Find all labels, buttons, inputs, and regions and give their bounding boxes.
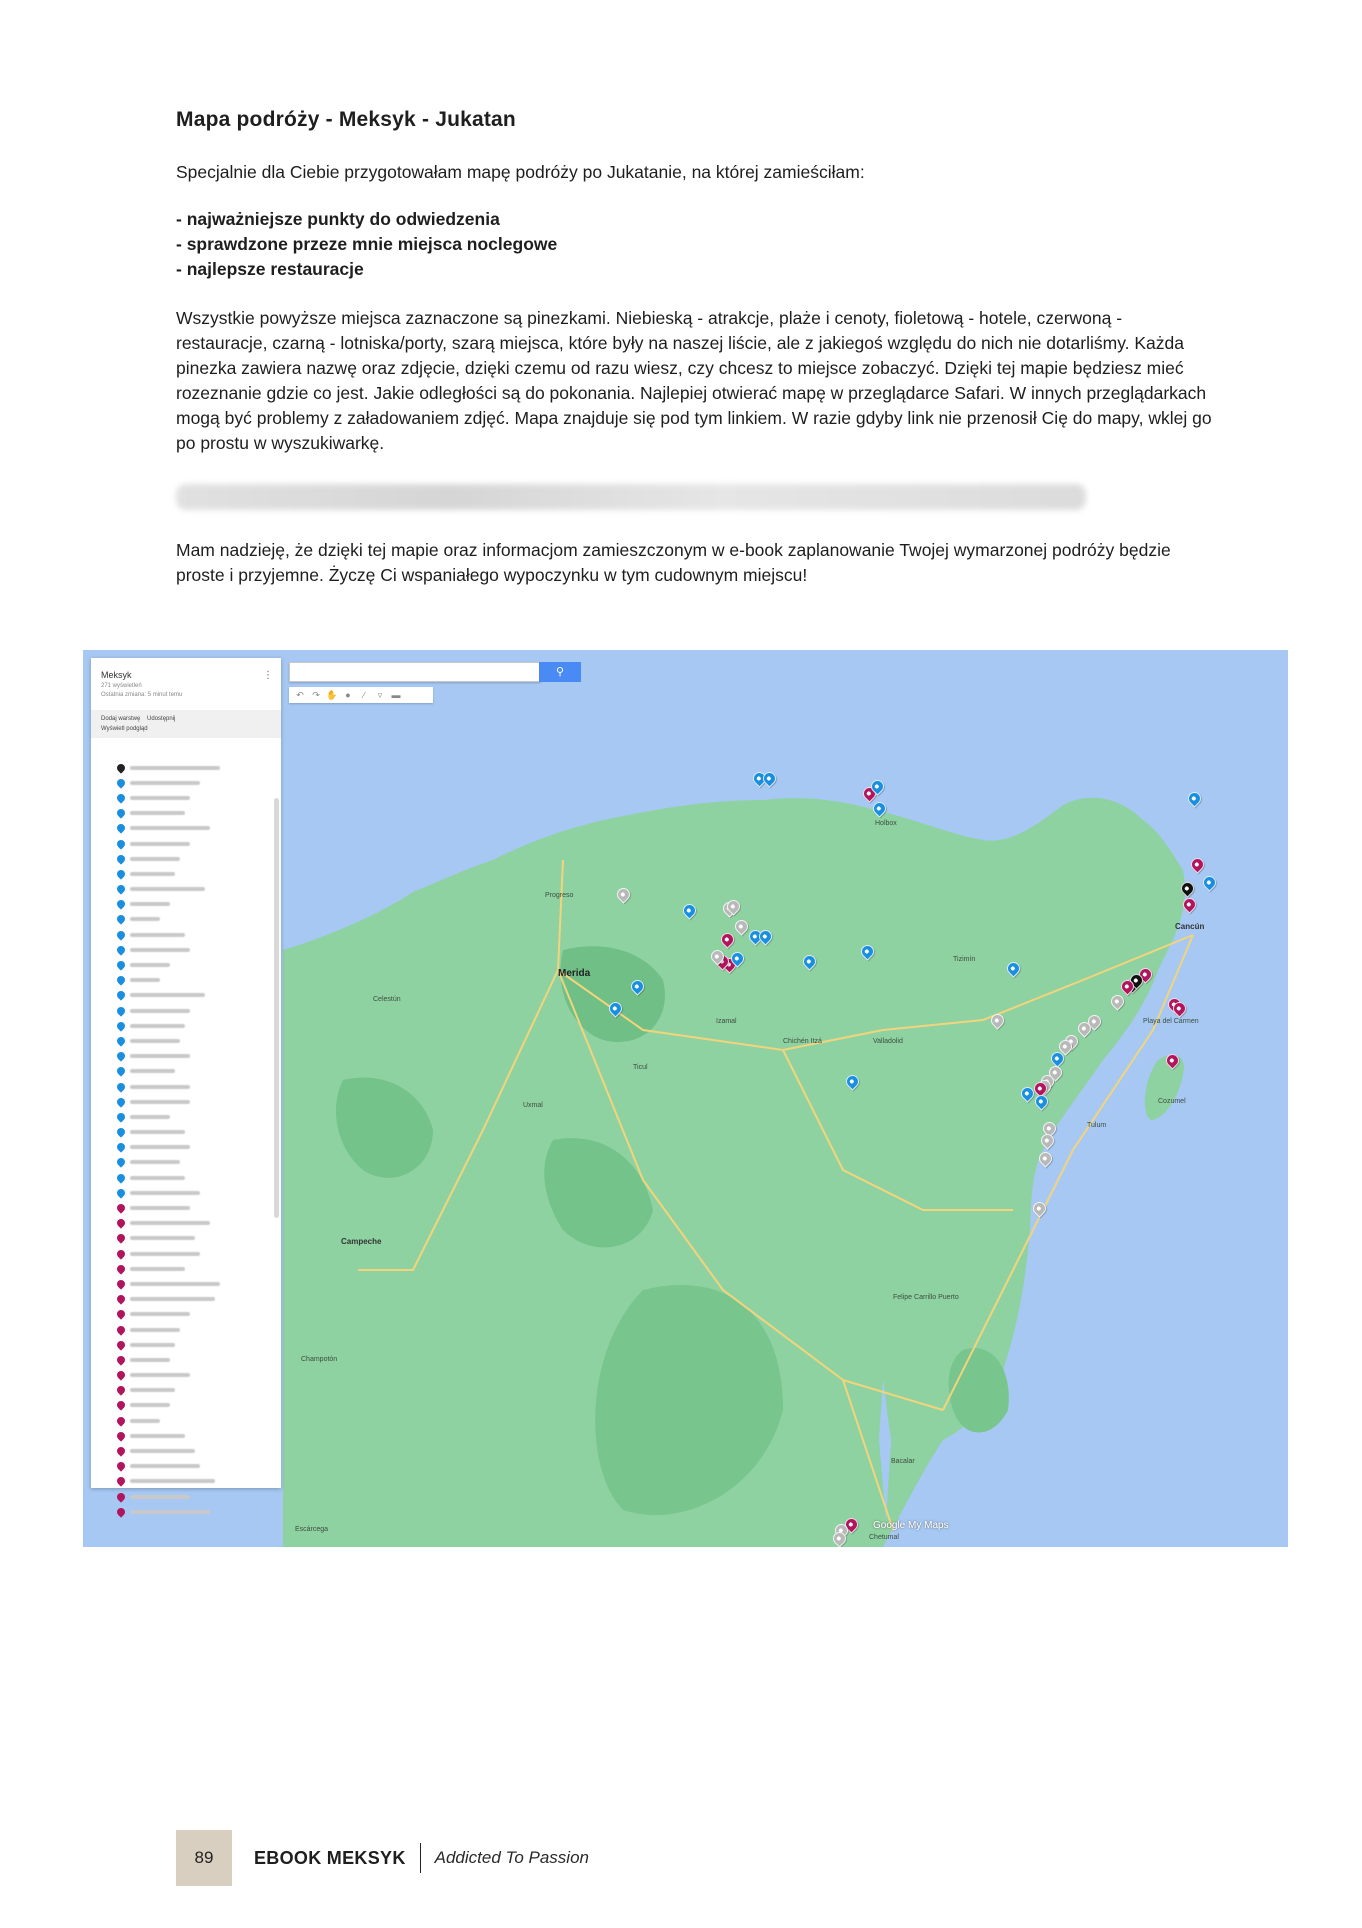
page-title: Mapa podróży - Meksyk - Jukatan	[176, 108, 516, 131]
footer-divider	[420, 1843, 421, 1873]
place-list-label	[130, 872, 175, 876]
pin-icon	[115, 838, 126, 849]
place-list-label	[130, 1328, 180, 1332]
pin-icon	[115, 1430, 126, 1441]
place-list-label	[130, 1343, 175, 1347]
city-label-cozumel: Cozumel	[1158, 1098, 1186, 1105]
place-list-label	[130, 963, 170, 967]
redo-icon[interactable]: ↷	[312, 689, 320, 700]
place-list-label	[130, 1419, 160, 1423]
place-list-item[interactable]	[117, 1033, 267, 1048]
place-list-label	[130, 781, 200, 785]
place-list-label	[130, 842, 190, 846]
blurred-map-link[interactable]	[176, 484, 1086, 510]
pin-icon	[115, 1293, 126, 1304]
place-list-label	[130, 1510, 210, 1514]
map-search-button[interactable]: ⚲	[539, 662, 581, 682]
place-list-item[interactable]	[117, 1003, 267, 1018]
pin-icon	[115, 1050, 126, 1061]
city-label-playa: Playa del Carmen	[1143, 1018, 1199, 1025]
place-list-label	[130, 1495, 190, 1499]
place-list-item[interactable]	[117, 1292, 267, 1307]
place-list-item[interactable]	[117, 1489, 267, 1504]
place-list-item[interactable]	[117, 1337, 267, 1352]
city-label-tulum: Tulum	[1087, 1122, 1107, 1129]
pin-icon	[115, 1461, 126, 1472]
place-list-item[interactable]	[117, 1231, 267, 1246]
place-list-item[interactable]	[117, 1216, 267, 1231]
place-list-item[interactable]	[117, 1246, 267, 1261]
place-list-item[interactable]	[117, 1276, 267, 1291]
panel-views: 271 wyświetleń	[101, 683, 142, 689]
place-list-label	[130, 1373, 190, 1377]
place-list-item[interactable]	[117, 1261, 267, 1276]
place-list-label	[130, 1479, 215, 1483]
pin-icon	[115, 899, 126, 910]
place-list-label	[130, 1282, 220, 1286]
city-label-izamal: Izamal	[716, 1018, 737, 1025]
city-label-progreso: Progreso	[545, 892, 574, 899]
panel-scrollbar[interactable]	[274, 798, 279, 1218]
city-label-uxmal: Uxmal	[523, 1102, 543, 1109]
city-label-cancun: Cancún	[1175, 922, 1205, 931]
pin-icon	[115, 1445, 126, 1456]
bullet-item: - najważniejsze punkty do odwiedzenia	[176, 209, 500, 229]
place-list-item[interactable]	[117, 1170, 267, 1185]
place-list-label	[130, 902, 170, 906]
pin-icon	[115, 990, 126, 1001]
place-list-item[interactable]	[117, 1064, 267, 1079]
city-label-celestun: Celestún	[373, 996, 401, 1003]
place-list-label	[130, 978, 160, 982]
city-label-campeche: Campeche	[341, 1237, 382, 1246]
city-label-chetumal: Chetumal	[869, 1534, 899, 1541]
place-list-item[interactable]	[117, 1079, 267, 1094]
add-layer-button[interactable]: Dodaj warstwę	[101, 716, 141, 722]
pin-icon	[115, 792, 126, 803]
place-list-label	[130, 811, 185, 815]
place-list-item[interactable]	[117, 927, 267, 942]
city-label-holbox: Holbox	[875, 820, 897, 827]
panel-title: Meksyk	[101, 670, 132, 680]
panel-changed: Ostatnia zmiana: 5 minut temu	[101, 692, 183, 698]
place-list-item[interactable]	[117, 1459, 267, 1474]
pin-icon	[115, 1400, 126, 1411]
page-footer	[176, 1830, 589, 1886]
pin-icon	[115, 1005, 126, 1016]
place-list-label	[130, 1388, 175, 1392]
pin-icon	[115, 1020, 126, 1031]
pin-icon	[115, 1081, 126, 1092]
city-label-ticul: Ticul	[633, 1064, 648, 1071]
pin-icon	[115, 1066, 126, 1077]
pin-icon	[115, 944, 126, 955]
place-list-label	[130, 1297, 215, 1301]
place-list-item[interactable]	[117, 1185, 267, 1200]
place-list-label	[130, 1145, 190, 1149]
place-list-item[interactable]	[117, 973, 267, 988]
place-list-item[interactable]	[117, 882, 267, 897]
bullet-item: - najlepsze restauracje	[176, 259, 364, 279]
pin-icon	[115, 1263, 126, 1274]
place-list-label	[130, 857, 180, 861]
description-paragraph: Wszystkie powyższe miejsca zaznaczone są pinezkami. Niebieską - atrakcje, plaże i cenoty, fioletową - hotele, czerwoną - restauracje, czarną - lotniska/porty, szarą miejsca, które były na naszej liście, ale z jakiegoś względu do nich nie dotarliśmy. Każda pinezka zawiera nazwę oraz zdjęcie, dzięki czemu od razu wiesz, czy chcesz to miejsce zobaczyć. Dzięki tej mapie będziesz mieć rozeznanie gdzie co jest. Jakie odległości są do pokonania. Najlepiej otwierać mapę w przeglądarce Safari. W innych przeglądarkach mogą być problemy z załadowaniem zdjęć. Mapa znajduje się pod tym linkiem. W razie gdyby link nie przenosił Cię do mapy, wklej go po prostu w wyszukiwarkę.	[176, 308, 1212, 453]
city-label-valladolid: Valladolid	[873, 1038, 903, 1045]
place-list-item[interactable]	[117, 1125, 267, 1140]
place-list-label	[130, 1191, 200, 1195]
place-list-label	[130, 1100, 190, 1104]
place-list-item[interactable]	[117, 1322, 267, 1337]
ruler-icon[interactable]: ▬	[391, 690, 401, 700]
place-list-item[interactable]	[117, 1049, 267, 1064]
pin-icon	[115, 914, 126, 925]
pin-icon	[115, 1096, 126, 1107]
city-label-merida: Merida	[558, 968, 591, 979]
place-list-item[interactable]	[117, 790, 267, 805]
place-list-label	[130, 1115, 170, 1119]
place-list-item[interactable]	[117, 1109, 267, 1124]
pin-icon	[115, 1202, 126, 1213]
place-list-label	[130, 948, 190, 952]
pin-icon	[115, 1157, 126, 1168]
marker-icon[interactable]: ●	[345, 690, 351, 700]
city-label-bacalar: Bacalar	[891, 1458, 915, 1465]
place-list-label	[130, 1085, 190, 1089]
place-list-item[interactable]	[117, 1504, 267, 1519]
pin-icon	[115, 1142, 126, 1153]
pin-icon	[115, 1354, 126, 1365]
place-list-item[interactable]	[117, 1413, 267, 1428]
place-list-item[interactable]	[117, 1155, 267, 1170]
place-list-item[interactable]	[117, 806, 267, 821]
place-list-label	[130, 887, 205, 891]
place-list-item[interactable]	[117, 912, 267, 927]
closing-paragraph: Mam nadzieję, że dzięki tej mapie oraz informacjom zamieszczonym w e-book zaplanowanie Twojej wymarzonej podróży będzie proste i przyjemne. Życzę Ci wspaniałego wypoczynku w tym cudownym miejscu!	[176, 540, 1171, 585]
pin-icon	[115, 853, 126, 864]
place-list-item[interactable]	[117, 988, 267, 1003]
city-label-champoton: Champotón	[301, 1356, 338, 1363]
pin-icon	[115, 1385, 126, 1396]
place-list-item[interactable]	[117, 1018, 267, 1033]
place-list-item[interactable]	[117, 851, 267, 866]
map-toolbar	[289, 687, 433, 703]
pin-icon	[115, 959, 126, 970]
place-list-item[interactable]	[117, 760, 267, 775]
place-list-item[interactable]	[117, 821, 267, 836]
place-list-item[interactable]	[117, 1383, 267, 1398]
place-list-label	[130, 1009, 190, 1013]
pin-icon	[115, 975, 126, 986]
place-list-item[interactable]	[117, 942, 267, 957]
pin-icon	[115, 777, 126, 788]
more-menu-icon[interactable]: ⋮	[263, 670, 273, 681]
place-list	[117, 760, 267, 1519]
hand-icon[interactable]: ✋	[326, 689, 338, 700]
place-list-label	[130, 1130, 185, 1134]
place-list-label	[130, 1160, 180, 1164]
place-list-label	[130, 766, 220, 770]
place-list-item[interactable]	[117, 1140, 267, 1155]
pin-icon	[115, 1476, 126, 1487]
place-list-item[interactable]	[117, 1368, 267, 1383]
line-icon[interactable]: ∕	[363, 690, 365, 700]
layers-panel	[91, 658, 281, 1488]
place-list-label	[130, 1464, 200, 1468]
place-list-label	[130, 917, 160, 921]
page-number: 89	[176, 1830, 232, 1886]
place-list-label	[130, 1449, 195, 1453]
pin-icon	[115, 1187, 126, 1198]
pin-icon	[115, 762, 126, 773]
place-list-label	[130, 1267, 185, 1271]
pin-icon	[115, 1218, 126, 1229]
place-list-label	[130, 1252, 200, 1256]
place-list-item[interactable]	[117, 1352, 267, 1367]
city-label-tizimin: Tizimín	[953, 956, 976, 963]
city-label-felipe: Felipe Carrillo Puerto	[893, 1294, 959, 1301]
place-list-item[interactable]	[117, 1307, 267, 1322]
bullet-item: - sprawdzone przeze mnie miejsca noclegowe	[176, 234, 558, 254]
pin-icon	[115, 1339, 126, 1350]
pin-icon	[115, 1506, 126, 1517]
google-my-maps-logo: Google My Maps	[873, 1520, 949, 1531]
place-list-label	[130, 826, 210, 830]
undo-icon[interactable]: ↶	[296, 689, 304, 700]
pin-icon	[115, 823, 126, 834]
place-list-label	[130, 1039, 180, 1043]
pin-icon	[115, 1415, 126, 1426]
pin-icon	[115, 1491, 126, 1502]
place-list-item[interactable]	[117, 775, 267, 790]
preview-button[interactable]: Wyświetl podgląd	[101, 726, 148, 732]
place-list-label	[130, 993, 205, 997]
place-list-item[interactable]	[117, 836, 267, 851]
pin-icon	[115, 1233, 126, 1244]
pin-icon	[115, 868, 126, 879]
panel-actions	[91, 710, 281, 738]
intro-paragraph: Specjalnie dla Ciebie przygotowałam mapę podróży po Jukatanie, na której zamieściłam:	[176, 162, 865, 182]
place-list-label	[130, 1206, 190, 1210]
place-list-item[interactable]	[117, 1094, 267, 1109]
pin-icon	[115, 1278, 126, 1289]
place-list-item[interactable]	[117, 1428, 267, 1443]
footer-tagline: Addicted To Passion	[434, 1848, 589, 1867]
page-content	[176, 108, 1216, 588]
place-list-label	[130, 1069, 175, 1073]
map-screenshot[interactable]	[83, 650, 1288, 1547]
pin-icon	[115, 1369, 126, 1380]
city-label-escarcega: Escárcega	[295, 1526, 329, 1533]
place-list-label	[130, 1024, 185, 1028]
pin-icon	[115, 1309, 126, 1320]
place-list-item[interactable]	[117, 957, 267, 972]
place-list-label	[130, 1312, 190, 1316]
place-list-label	[130, 1054, 190, 1058]
bullet-list	[176, 207, 1216, 282]
pin-icon	[115, 929, 126, 940]
pin-icon	[115, 1324, 126, 1335]
ebook-title: EBOOK MEKSYK	[254, 1847, 406, 1868]
place-list-label	[130, 933, 185, 937]
city-label-chichen: Chichén Itzá	[783, 1038, 822, 1045]
place-list-item[interactable]	[117, 897, 267, 912]
cozumel-island	[1145, 1055, 1184, 1120]
share-button[interactable]: Udostępnij	[147, 716, 176, 722]
place-list-label	[130, 1403, 170, 1407]
pin-icon	[115, 1035, 126, 1046]
map-search-input[interactable]	[289, 662, 541, 682]
place-list-item[interactable]	[117, 1474, 267, 1489]
place-list-item[interactable]	[117, 1200, 267, 1215]
place-list-label	[130, 1358, 170, 1362]
place-list-label	[130, 1236, 195, 1240]
place-list-label	[130, 796, 190, 800]
pin-icon	[115, 1248, 126, 1259]
pin-icon	[115, 1126, 126, 1137]
filter-icon[interactable]: ▿	[377, 689, 383, 700]
pin-icon	[115, 1172, 126, 1183]
place-list-label	[130, 1221, 210, 1225]
pin-icon	[115, 883, 126, 894]
pin-icon	[115, 807, 126, 818]
place-list-item[interactable]	[117, 1443, 267, 1458]
place-list-label	[130, 1434, 185, 1438]
place-list-item[interactable]	[117, 1398, 267, 1413]
place-list-item[interactable]	[117, 866, 267, 881]
pin-icon	[115, 1111, 126, 1122]
place-list-label	[130, 1176, 185, 1180]
